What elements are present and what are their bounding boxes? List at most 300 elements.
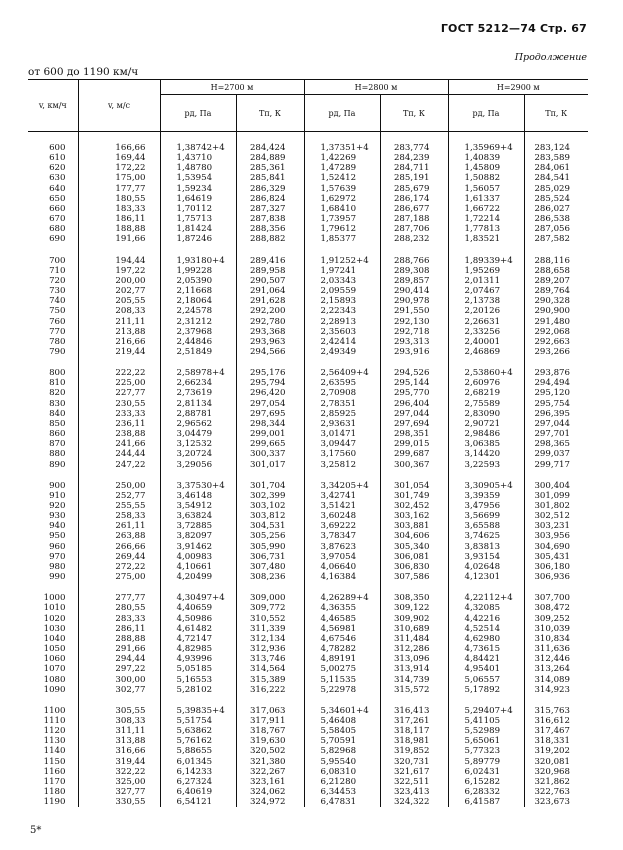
cell-temp-h2: 307,586: [380, 572, 448, 582]
header-temperature-2: Tп, К: [380, 95, 448, 132]
cell-pressure-h2: 4,46585: [304, 614, 380, 624]
cell-pressure-h1: 2,24578: [160, 306, 236, 316]
cell-pressure-h2: 4,06640: [304, 562, 380, 572]
table-row: [28, 296, 588, 306]
cell-temp-h3: 299,717: [524, 460, 588, 470]
cell-v-kmh: 850: [49, 418, 66, 429]
cell-v-kmh: 1060: [43, 654, 66, 665]
cell-pressure-h1: 3,63824: [160, 511, 236, 521]
cell-temp-h2: 317,261: [380, 716, 448, 726]
cell-temp-h2: 321,617: [380, 767, 448, 777]
cell-v-ms: 305,55: [78, 706, 160, 716]
cell-pressure-h3: 3,56699: [448, 511, 524, 521]
cell-temp-h1: 291,628: [236, 296, 304, 306]
cell-temp-h2: 299,687: [380, 449, 448, 459]
cell-pressure-h2: 5,82968: [304, 746, 380, 756]
cell-pressure-h1: 3,91462: [160, 542, 236, 552]
cell-v-ms: 297,22: [78, 664, 160, 674]
speed-range-label: от 600 до 1190 км/ч: [28, 66, 139, 78]
cell-pressure-h2: 1,97241: [304, 266, 380, 276]
cell-pressure-h3: 2,60976: [448, 378, 524, 388]
cell-pressure-h3: 1,56057: [448, 184, 524, 194]
spacer-cell: [304, 132, 380, 144]
cell-v-kmh: 680: [49, 224, 66, 235]
cell-v-ms: 169,44: [78, 153, 160, 163]
cell-pressure-h3: 4,62980: [448, 634, 524, 644]
cell-temp-h3: 285,524: [524, 194, 588, 204]
table-row: [28, 501, 588, 511]
cell-temp-h2: 287,188: [380, 214, 448, 224]
cell-temp-h2: 288,766: [380, 256, 448, 266]
cell-pressure-h1: 4,20499: [160, 572, 236, 582]
cell-temp-h2: 309,902: [380, 614, 448, 624]
table-row: [28, 777, 588, 787]
cell-pressure-h2: 1,91252+4: [304, 256, 380, 266]
spacer-cell: [160, 357, 236, 368]
spacer-cell: [380, 245, 448, 256]
cell-temp-h3: 309,252: [524, 614, 588, 624]
cell-temp-h3: 283,589: [524, 153, 588, 163]
cell-temp-h1: 285,361: [236, 163, 304, 173]
cell-v-ms: 258,33: [78, 511, 160, 521]
cell-pressure-h3: 3,74625: [448, 531, 524, 541]
table-row: [28, 317, 588, 327]
group-spacer: [28, 695, 588, 706]
cell-temp-h1: 295,176: [236, 368, 304, 378]
cell-pressure-h3: 3,83813: [448, 542, 524, 552]
spacer-cell: [236, 357, 304, 368]
cell-pressure-h1: 5,88655: [160, 746, 236, 756]
cell-temp-h2: 324,322: [380, 797, 448, 807]
cell-pressure-h3: 2,13738: [448, 296, 524, 306]
cell-pressure-h3: 4,42216: [448, 614, 524, 624]
cell-temp-h3: 289,207: [524, 276, 588, 286]
header-temperature-3: Tп, К: [524, 95, 588, 132]
cell-v-kmh: 830: [49, 398, 66, 409]
cell-temp-h3: 305,431: [524, 552, 588, 562]
cell-v-kmh: 1020: [43, 613, 66, 624]
cell-temp-h1: 296,420: [236, 388, 304, 398]
cell-temp-h3: 313,264: [524, 664, 588, 674]
table-row: [28, 511, 588, 521]
spacer-cell: [28, 695, 78, 706]
cell-temp-h1: 309,000: [236, 593, 304, 603]
cell-pressure-h1: 3,82097: [160, 531, 236, 541]
cell-pressure-h1: 1,64619: [160, 194, 236, 204]
cell-temp-h1: 321,380: [236, 757, 304, 767]
cell-temp-h3: 301,099: [524, 491, 588, 501]
cell-temp-h2: 300,367: [380, 460, 448, 470]
cell-pressure-h1: 5,51754: [160, 716, 236, 726]
cell-pressure-h1: 6,14233: [160, 767, 236, 777]
cell-pressure-h2: 4,78282: [304, 644, 380, 654]
cell-pressure-h3: 1,45809: [448, 163, 524, 173]
group-spacer: [28, 132, 588, 144]
cell-temp-h2: 294,526: [380, 368, 448, 378]
cell-v-ms: 205,55: [78, 296, 160, 306]
cell-v-ms: 236,11: [78, 419, 160, 429]
cell-temp-h1: 288,882: [236, 234, 304, 244]
cell-pressure-h2: 1,57639: [304, 184, 380, 194]
cell-temp-h1: 313,746: [236, 654, 304, 664]
group-spacer: [28, 582, 588, 593]
cell-temp-h1: 286,824: [236, 194, 304, 204]
cell-pressure-h1: 4,30497+4: [160, 593, 236, 603]
table-row: [28, 481, 588, 491]
cell-pressure-h3: 2,83090: [448, 409, 524, 419]
cell-v-kmh: 1140: [43, 746, 66, 757]
cell-pressure-h2: 3,09447: [304, 439, 380, 449]
cell-v-ms: 230,55: [78, 399, 160, 409]
cell-temp-h1: 324,972: [236, 797, 304, 807]
table-row: [28, 327, 588, 337]
table-row: [28, 644, 588, 654]
cell-v-ms: 233,33: [78, 409, 160, 419]
cell-temp-h3: 306,936: [524, 572, 588, 582]
cell-v-ms: 302,77: [78, 685, 160, 695]
cell-pressure-h1: 1,70112: [160, 204, 236, 214]
cell-pressure-h2: 2,63595: [304, 378, 380, 388]
cell-temp-h3: 304,690: [524, 542, 588, 552]
cell-temp-h3: 295,120: [524, 388, 588, 398]
cell-pressure-h1: 2,73619: [160, 388, 236, 398]
cell-v-kmh: 1040: [43, 633, 66, 644]
table-row: [28, 726, 588, 736]
cell-temp-h3: 292,068: [524, 327, 588, 337]
cell-pressure-h1: 2,11668: [160, 286, 236, 296]
cell-pressure-h2: 3,87623: [304, 542, 380, 552]
cell-pressure-h1: 2,31212: [160, 317, 236, 327]
cell-temp-h1: 291,064: [236, 286, 304, 296]
table-row: [28, 204, 588, 214]
cell-pressure-h3: 6,15282: [448, 777, 524, 787]
table-row: [28, 224, 588, 234]
spacer-cell: [304, 695, 380, 706]
cell-temp-h1: 319,630: [236, 736, 304, 746]
cell-v-kmh: 920: [49, 501, 66, 511]
table-row: [28, 664, 588, 674]
cell-pressure-h1: 3,29056: [160, 460, 236, 470]
cell-pressure-h3: 1,77813: [448, 224, 524, 234]
cell-temp-h2: 313,914: [380, 664, 448, 674]
cell-temp-h1: 303,102: [236, 501, 304, 511]
cell-temp-h2: 305,340: [380, 542, 448, 552]
cell-pressure-h2: 4,26289+4: [304, 593, 380, 603]
cell-v-ms: 188,88: [78, 224, 160, 234]
cell-temp-h1: 284,424: [236, 143, 304, 153]
table-row: [28, 399, 588, 409]
cell-temp-h1: 324,062: [236, 787, 304, 797]
cell-v-kmh: 860: [49, 429, 66, 440]
cell-v-ms: 183,33: [78, 204, 160, 214]
cell-temp-h3: 299,037: [524, 449, 588, 459]
cell-pressure-h1: 6,01345: [160, 757, 236, 767]
cell-temp-h3: 300,404: [524, 481, 588, 491]
cell-temp-h2: 289,857: [380, 276, 448, 286]
cell-pressure-h1: 2,66234: [160, 378, 236, 388]
cell-pressure-h2: 2,49349: [304, 347, 380, 357]
cell-temp-h1: 309,772: [236, 603, 304, 613]
cell-temp-h3: 320,968: [524, 767, 588, 777]
spacer-cell: [448, 245, 524, 256]
cell-v-ms: 286,11: [78, 624, 160, 634]
cell-temp-h1: 317,063: [236, 706, 304, 716]
cell-pressure-h1: 6,27324: [160, 777, 236, 787]
cell-v-ms: 272,22: [78, 562, 160, 572]
cell-pressure-h3: 2,26631: [448, 317, 524, 327]
cell-v-kmh: 740: [49, 296, 66, 307]
table-row: [28, 593, 588, 603]
cell-v-ms: 252,77: [78, 491, 160, 501]
cell-pressure-h2: 2,93631: [304, 419, 380, 429]
spacer-cell: [236, 245, 304, 256]
cell-pressure-h2: 6,08310: [304, 767, 380, 777]
table-row: [28, 654, 588, 664]
cell-pressure-h2: 3,97054: [304, 552, 380, 562]
table-row: [28, 153, 588, 163]
table-row: [28, 614, 588, 624]
cell-pressure-h3: 2,01311: [448, 276, 524, 286]
cell-pressure-h3: 3,93154: [448, 552, 524, 562]
cell-v-ms: 327,77: [78, 787, 160, 797]
cell-temp-h2: 314,739: [380, 675, 448, 685]
cell-temp-h1: 310,552: [236, 614, 304, 624]
cell-pressure-h3: 2,68219: [448, 388, 524, 398]
cell-pressure-h1: 4,40659: [160, 603, 236, 613]
spacer-cell: [160, 695, 236, 706]
cell-temp-h1: 290,507: [236, 276, 304, 286]
cell-temp-h3: 321,862: [524, 777, 588, 787]
table-row: [28, 542, 588, 552]
header-pressure-1: pд, Па: [160, 95, 236, 132]
cell-v-ms: 213,88: [78, 327, 160, 337]
table-row: [28, 449, 588, 459]
cell-pressure-h3: 4,22112+4: [448, 593, 524, 603]
cell-v-ms: 222,22: [78, 368, 160, 378]
cell-temp-h1: 304,531: [236, 521, 304, 531]
cell-pressure-h3: 2,07467: [448, 286, 524, 296]
table-row: [28, 368, 588, 378]
table-row: [28, 706, 588, 716]
page-header-standard: ГОСТ 5212—74 Стр. 67: [440, 22, 587, 35]
cell-temp-h3: 288,658: [524, 266, 588, 276]
cell-temp-h2: 320,731: [380, 757, 448, 767]
cell-temp-h2: 310,689: [380, 624, 448, 634]
cell-pressure-h3: 1,72214: [448, 214, 524, 224]
cell-v-kmh: 1150: [43, 756, 66, 767]
cell-v-ms: 275,00: [78, 572, 160, 582]
table-row: [28, 234, 588, 244]
cell-pressure-h2: 5,22978: [304, 685, 380, 695]
cell-temp-h2: 304,606: [380, 531, 448, 541]
cell-pressure-h2: 1,73957: [304, 214, 380, 224]
cell-v-kmh: 820: [49, 388, 66, 399]
spacer-cell: [448, 132, 524, 144]
cell-temp-h2: 297,694: [380, 419, 448, 429]
cell-v-kmh: 940: [49, 521, 66, 532]
spacer-cell: [380, 357, 448, 368]
cell-temp-h2: 309,122: [380, 603, 448, 613]
cell-temp-h1: 305,256: [236, 531, 304, 541]
cell-pressure-h1: 4,93996: [160, 654, 236, 664]
cell-pressure-h3: 2,40001: [448, 337, 524, 347]
cell-v-kmh: 1030: [43, 623, 66, 634]
cell-pressure-h3: 5,17892: [448, 685, 524, 695]
table-row: [28, 388, 588, 398]
spacer-cell: [28, 245, 78, 256]
cell-temp-h1: 289,416: [236, 256, 304, 266]
cell-temp-h3: 288,116: [524, 256, 588, 266]
cell-v-kmh: 760: [49, 316, 66, 327]
cell-temp-h2: 296,404: [380, 399, 448, 409]
cell-pressure-h3: 4,73615: [448, 644, 524, 654]
cell-pressure-h2: 3,60248: [304, 511, 380, 521]
cell-v-kmh: 800: [49, 368, 66, 379]
cell-v-ms: 186,11: [78, 214, 160, 224]
cell-pressure-h1: 4,10661: [160, 562, 236, 572]
spacer-cell: [524, 357, 588, 368]
cell-v-ms: 238,88: [78, 429, 160, 439]
spacer-cell: [524, 132, 588, 144]
cell-v-ms: 277,77: [78, 593, 160, 603]
cell-temp-h1: 288,356: [236, 224, 304, 234]
cell-temp-h1: 311,339: [236, 624, 304, 634]
cell-pressure-h1: 2,05390: [160, 276, 236, 286]
cell-v-kmh: 950: [49, 531, 66, 542]
cell-temp-h1: 303,812: [236, 511, 304, 521]
spacer-cell: [28, 357, 78, 368]
cell-v-kmh: 730: [49, 286, 66, 297]
cell-v-ms: 175,00: [78, 173, 160, 183]
table-row: [28, 266, 588, 276]
cell-v-ms: 177,77: [78, 184, 160, 194]
cell-temp-h3: 287,056: [524, 224, 588, 234]
cell-temp-h2: 318,117: [380, 726, 448, 736]
cell-pressure-h2: 6,34453: [304, 787, 380, 797]
cell-pressure-h2: 5,58405: [304, 726, 380, 736]
cell-pressure-h1: 4,61482: [160, 624, 236, 634]
cell-pressure-h1: 5,39835+4: [160, 706, 236, 716]
cell-pressure-h1: 2,81134: [160, 399, 236, 409]
cell-v-kmh: 1190: [43, 797, 66, 808]
cell-pressure-h3: 2,98486: [448, 429, 524, 439]
page-footer-mark: 5*: [30, 825, 42, 836]
table-row: [28, 624, 588, 634]
cell-pressure-h2: 1,52412: [304, 173, 380, 183]
cell-pressure-h2: 4,56981: [304, 624, 380, 634]
cell-temp-h2: 303,162: [380, 511, 448, 521]
spacer-cell: [78, 470, 160, 481]
cell-v-ms: 319,44: [78, 757, 160, 767]
continuation-label: Продолжение: [514, 52, 587, 63]
cell-v-ms: 255,55: [78, 501, 160, 511]
cell-v-ms: 308,33: [78, 716, 160, 726]
cell-v-kmh: 840: [49, 408, 66, 419]
spacer-cell: [380, 695, 448, 706]
table-row: [28, 429, 588, 439]
spacer-cell: [28, 132, 78, 144]
cell-v-kmh: 970: [49, 551, 66, 562]
cell-pressure-h2: 2,03343: [304, 276, 380, 286]
cell-pressure-h3: 2,46869: [448, 347, 524, 357]
cell-pressure-h3: 4,95401: [448, 664, 524, 674]
cell-pressure-h1: 6,54121: [160, 797, 236, 807]
cell-temp-h1: 297,695: [236, 409, 304, 419]
cell-pressure-h2: 2,56409+4: [304, 368, 380, 378]
cell-temp-h2: 286,174: [380, 194, 448, 204]
cell-pressure-h1: 5,63862: [160, 726, 236, 736]
cell-temp-h3: 307,700: [524, 593, 588, 603]
cell-v-ms: 202,77: [78, 286, 160, 296]
cell-temp-h2: 285,191: [380, 173, 448, 183]
cell-pressure-h1: 4,00983: [160, 552, 236, 562]
table-row: [28, 214, 588, 224]
cell-v-kmh: 660: [49, 203, 66, 214]
cell-temp-h1: 305,990: [236, 542, 304, 552]
table-row: [28, 419, 588, 429]
cell-temp-h2: 323,413: [380, 787, 448, 797]
cell-pressure-h1: 1,99228: [160, 266, 236, 276]
cell-pressure-h3: 6,28332: [448, 787, 524, 797]
cell-temp-h2: 298,351: [380, 429, 448, 439]
table-row: [28, 439, 588, 449]
cell-temp-h1: 287,838: [236, 214, 304, 224]
table-row: [28, 634, 588, 644]
cell-temp-h1: 293,963: [236, 337, 304, 347]
cell-temp-h2: 288,232: [380, 234, 448, 244]
spacer-cell: [524, 470, 588, 481]
cell-temp-h3: 320,081: [524, 757, 588, 767]
cell-v-ms: 166,66: [78, 143, 160, 153]
table-row: [28, 194, 588, 204]
cell-temp-h1: 299,001: [236, 429, 304, 439]
group-spacer: [28, 357, 588, 368]
cell-temp-h3: 316,612: [524, 716, 588, 726]
cell-v-ms: 172,22: [78, 163, 160, 173]
cell-temp-h1: 292,200: [236, 306, 304, 316]
cell-temp-h3: 297,044: [524, 419, 588, 429]
cell-temp-h2: 292,718: [380, 327, 448, 337]
cell-temp-h3: 302,512: [524, 511, 588, 521]
cell-pressure-h1: 2,51849: [160, 347, 236, 357]
cell-temp-h3: 289,764: [524, 286, 588, 296]
cell-pressure-h3: 4,32085: [448, 603, 524, 613]
cell-temp-h1: 314,564: [236, 664, 304, 674]
cell-temp-h3: 310,039: [524, 624, 588, 634]
cell-pressure-h3: 2,75589: [448, 399, 524, 409]
cell-v-kmh: 720: [49, 275, 66, 286]
cell-pressure-h3: 5,52989: [448, 726, 524, 736]
spacer-cell: [236, 132, 304, 144]
cell-temp-h3: 286,538: [524, 214, 588, 224]
cell-temp-h2: 306,081: [380, 552, 448, 562]
spacer-cell: [78, 582, 160, 593]
cell-pressure-h2: 4,36355: [304, 603, 380, 613]
cell-temp-h2: 306,830: [380, 562, 448, 572]
cell-v-ms: 219,44: [78, 347, 160, 357]
spacer-cell: [78, 132, 160, 144]
cell-temp-h3: 298,365: [524, 439, 588, 449]
spacer-cell: [78, 245, 160, 256]
cell-v-kmh: 1100: [43, 705, 66, 716]
cell-temp-h3: 290,328: [524, 296, 588, 306]
cell-temp-h1: 322,267: [236, 767, 304, 777]
table-row: [28, 757, 588, 767]
spacer-cell: [448, 470, 524, 481]
cell-pressure-h3: 3,30905+4: [448, 481, 524, 491]
cell-pressure-h1: 3,54912: [160, 501, 236, 511]
cell-v-kmh: 810: [49, 378, 66, 389]
